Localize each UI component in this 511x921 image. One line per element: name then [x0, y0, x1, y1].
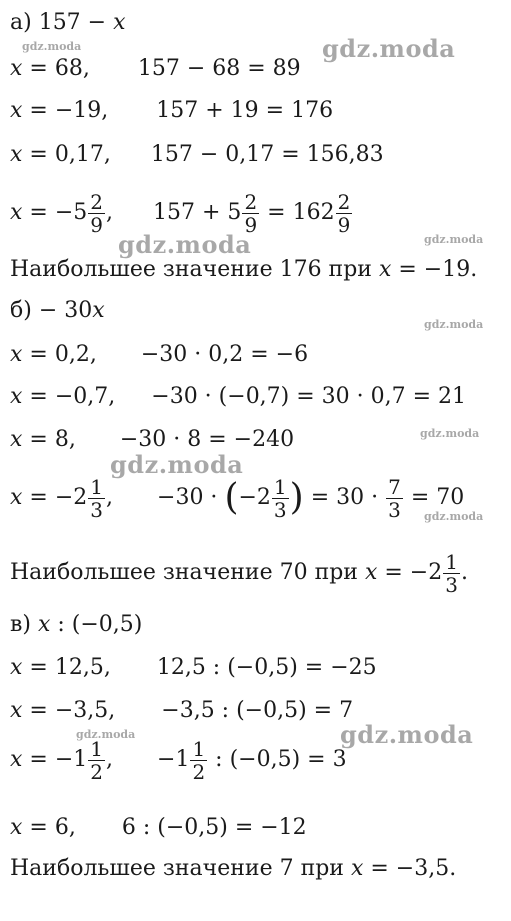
fraction-2-9: $\frac{2}{9}$	[90, 189, 104, 237]
watermark: gdz.moda	[420, 427, 480, 440]
part-b-header: б) − 30x	[10, 298, 105, 323]
part-b-conclusion: Наибольшее значение 70 при x = −2 $\frac{1}{3}$ .	[10, 549, 468, 597]
part-v-row-last: x = 6, 6 : (−0,5) = −12	[10, 815, 307, 840]
watermark: gdz.moda	[322, 34, 456, 63]
part-a-row-2: x = −19, 157 + 19 = 176	[10, 98, 334, 123]
part-b-row-2: x = −0,7, −30 · (−0,7) = 30 · 0,7 = 21	[10, 384, 467, 409]
fraction-1-3: $\frac{1}{3}$	[445, 549, 458, 597]
watermark: gdz.moda	[76, 728, 136, 741]
part-a-header: а) 157 − x	[10, 10, 126, 35]
part-v-fraction-row: x = −1 $\frac{1}{2}$ , −1 $\frac{1}{2}$ : (−0,5) = 3	[10, 736, 347, 784]
part-v-row-1: x = 12,5, 12,5 : (−0,5) = −25	[10, 655, 377, 680]
part-v-row-2: x = −3,5, −3,5 : (−0,5) = 7	[10, 698, 354, 723]
part-v-header: в) x : (−0,5)	[10, 612, 143, 637]
part-a-fraction-row: x = −5 $\frac{2}{9}$ , 157 + 5 $\frac{2}{9}$ = 162 $\frac{2}{9}$	[10, 189, 351, 237]
part-b-row-1: x = 0,2, −30 · 0,2 = −6	[10, 342, 309, 367]
watermark: gdz.moda	[424, 510, 484, 523]
watermark: gdz.moda	[118, 230, 252, 259]
part-v-conclusion: Наибольшее значение 7 при x = −3,5.	[10, 856, 457, 881]
fraction-2-9: $\frac{2}{9}$	[337, 189, 351, 237]
watermark: gdz.moda	[424, 233, 484, 246]
watermark: gdz.moda	[424, 318, 484, 331]
fraction-1-2: $\frac{1}{2}$	[90, 736, 104, 784]
fraction-2-9: $\frac{2}{9}$	[244, 189, 258, 237]
fraction-1-3: $\frac{1}{3}$	[273, 474, 287, 522]
watermark: gdz.moda	[110, 450, 244, 479]
fraction-1-2: $\frac{1}{2}$	[192, 736, 206, 784]
fraction-7-3: $\frac{7}{3}$	[388, 474, 401, 522]
watermark: gdz.moda	[22, 40, 82, 53]
part-b-fraction-row: x = −2 $\frac{1}{3}$ , −30 · (−2 $\frac{1}{3}$ ) = 30 · $\frac{7}{3}$ = 70	[10, 474, 465, 522]
part-a-conclusion: Наибольшее значение 176 при x = −19.	[10, 257, 478, 282]
part-a-row-1: x = 68, 157 − 68 = 89	[10, 56, 301, 81]
left-paren: (	[224, 477, 239, 518]
part-b-row-3: x = 8, −30 · 8 = −240	[10, 427, 295, 452]
watermark: gdz.moda	[340, 720, 474, 749]
right-paren: )	[289, 477, 304, 518]
part-a-row-3: x = 0,17, 157 − 0,17 = 156,83	[10, 142, 384, 167]
fraction-1-3: $\frac{1}{3}$	[90, 474, 104, 522]
